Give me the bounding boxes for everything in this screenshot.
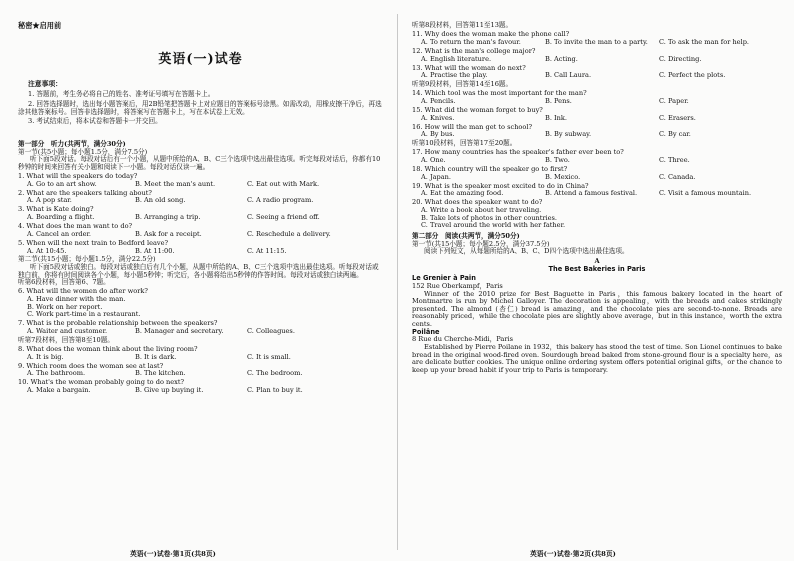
option: C. At 11:15. <box>247 246 287 255</box>
option: C. To ask the man for help. <box>659 37 750 46</box>
option: A. Pencils. <box>421 96 456 105</box>
section-heading: 第一节(共5小题；每小题1.5分，满分7.5分) <box>18 147 148 156</box>
notice-item: 3. 考试结束后，将本试卷和答题卡一并交回。 <box>28 117 162 126</box>
section-instructions: 阅读下列短文，从每题所给的A、B、C、D四个选项中选出最佳选项。 <box>424 247 629 256</box>
option: C. Canada. <box>659 172 696 181</box>
page-footer: 英语(一)试卷·第1页(共8页) <box>130 550 216 559</box>
option: B. Ask for a receipt. <box>135 229 202 238</box>
bakery-description: Established by Pierre Poilane in 1932，this bakery has stood the test of time. Son Lionel continues to bake bread in the original wood-fired oven. Sourdough bread baked from stone-ground flour is a specialty here，as are delicate butter cookies. The unique online ordering system offers potential original gifts，or the chance to keep up your bread habit if your trip to Paris is temporary. <box>412 342 782 374</box>
section-heading: 第一节(共15小题；每小题2.5分，满分37.5分) <box>412 239 550 248</box>
question-block <box>18 173 383 255</box>
bakery-address: 8 Rue du Cherche-Midi，Paris <box>412 335 513 344</box>
page-footer: 英语(一)试卷·第2页(共8页) <box>530 550 616 559</box>
option: C. Seeing a friend off. <box>247 213 320 222</box>
option: A. It is big. <box>27 352 64 361</box>
option: A. Japan. <box>421 172 452 181</box>
part-heading: 第一部分 听力(共两节，满分30分) <box>18 139 126 148</box>
option: B. Pens. <box>545 96 572 105</box>
option: B. Mexico. <box>545 172 581 181</box>
exam-title: 英语(一)试卷 <box>158 52 243 68</box>
section-instructions: 听下面5段对话。每段对话后有一个小题，从题中所给的A、B、C三个选项中选出最佳选项。听完每段对话后，你都有10秒钟的时间来回答有关小题和阅读下一小题。每段对话仅读一遍。 <box>18 155 381 171</box>
option: A. Knives. <box>421 113 455 122</box>
material-label: 听第8段材料，回答第11至13题。 <box>412 21 513 29</box>
option: A. English literature. <box>421 54 492 63</box>
passage-title: The Best Bakeries in Paris <box>548 264 646 273</box>
option: B. It is dark. <box>135 352 177 361</box>
option: A. Waiter and customer. <box>27 327 108 336</box>
option: A. Cancel an order. <box>27 229 92 238</box>
option: B. By subway. <box>545 130 592 139</box>
option: A. At 10:45. <box>27 246 67 255</box>
option: B. Acting. <box>545 54 578 63</box>
question-text: 12. What is the man's college major? <box>412 46 536 55</box>
option: C. By car. <box>659 130 691 139</box>
option: C. A radio program. <box>247 196 314 205</box>
part-heading: 第二部分 阅读(共两节，满分50分) <box>412 232 520 241</box>
option: C. Colleagues. <box>247 327 295 336</box>
question-text: 1. What will the speakers do today? <box>18 171 138 180</box>
question-text: 2. What are the speakers talking about? <box>18 188 152 197</box>
option: C. Travel around the world with her father. <box>421 221 566 230</box>
option: B. Meet the man's aunt. <box>135 179 216 188</box>
option: B. Manager and secretary. <box>135 327 224 336</box>
question-text: 13. What will the woman do next? <box>412 63 526 72</box>
question-text: 3. What is Kate doing? <box>18 205 94 214</box>
option: C. Plan to buy it. <box>247 386 303 395</box>
option: A. One. <box>421 155 446 164</box>
option: A. To return the man's favour. <box>421 37 521 46</box>
notice-heading: 注意事项： <box>28 80 62 89</box>
secret-label: 秘密★启用前 <box>18 21 62 30</box>
option: A. Eat the amazing food. <box>421 189 504 198</box>
option: B. Take lots of photos in other countries. <box>421 213 558 222</box>
option: B. An old song. <box>135 196 186 205</box>
option: A. The bathroom. <box>27 369 86 378</box>
column-divider <box>397 14 398 550</box>
option: A. Have dinner with the man. <box>27 295 126 304</box>
option: A. Boarding a flight. <box>27 213 95 222</box>
option: B. The kitchen. <box>135 369 186 378</box>
bakery-description: Winner of the 2010 prize for Best Baguette in Paris，this famous bakery located in the heart of Montmartre is run by Michel Galloyer. The decoration is appealing，with the breads and cakes strikingly presented. The almond (杏仁) bread is amazing，and the chocolate pies are second-to-none. Breads are reasonably priced，while the chocolate pies are slightly above average，but in this instance，worth the extra cents. <box>412 289 782 329</box>
question-text: 10. What's the woman probably going to do next? <box>18 378 185 387</box>
material-label: 听第9段材料，回答第14至16题。 <box>412 79 513 88</box>
question-text: 20. What does the speaker want to do? <box>412 198 543 207</box>
question-text: 15. What did the woman forget to buy? <box>412 105 543 114</box>
question-text: 11. Why does the woman make the phone call? <box>412 30 570 39</box>
option: B. Give up buying it. <box>135 386 204 395</box>
option: B. Work on her report. <box>27 302 103 311</box>
option: C. Work part-time in a restaurant. <box>27 310 141 319</box>
option: C. Directing. <box>659 54 702 63</box>
material-label: 听第7段材料，回答第8至10题。 <box>18 335 114 344</box>
bakery-name: Poilâne <box>412 327 440 336</box>
option: B. To invite the man to a party. <box>545 37 648 46</box>
option: C. It is small. <box>247 352 291 361</box>
question-text: 14. Which tool was the most important for the man? <box>412 89 587 98</box>
option: B. Call Laura. <box>545 71 592 80</box>
question-text: 16. How will the man get to school? <box>412 122 533 131</box>
right-column <box>400 0 794 561</box>
question-text: 17. How many countries has the speaker's father ever been to? <box>412 148 624 157</box>
option: C. The bedroom. <box>247 369 303 378</box>
question-text: 18. Which country will the speaker go to first? <box>412 164 568 173</box>
option: B. Ink. <box>545 113 567 122</box>
bakery-name: Le Grenier à Pain <box>412 274 476 283</box>
option: C. Eat out with Mark. <box>247 179 320 188</box>
section-instructions: 听下面5段对话或独白。每段对话或独白后有几个小题，从题中所给的A、B、C三个选项中选出最佳选项。听每段对话或独白前，你将有时间阅读各个小题，每小题5秒钟；听完后，各小题将给出5秒钟的作答时间。每段对话或独白读两遍。 <box>18 262 379 279</box>
option: C. Three. <box>659 155 690 164</box>
option: A. A pop star. <box>27 196 72 205</box>
option: C. Erasers. <box>659 113 696 122</box>
option: C. Visit a famous mountain. <box>659 189 752 198</box>
question-text: 5. When will the next train to Bedford leave? <box>18 239 169 248</box>
material-label: 听第6段材料，回答第6、7题。 <box>18 278 110 287</box>
option: B. Attend a famous festival. <box>545 189 638 198</box>
question-text: 19. What is the speaker most excited to do in China? <box>412 181 589 190</box>
material-label: 听第10段材料，回答第17至20题。 <box>412 138 517 147</box>
question-text: 7. What is the probable relationship between the speakers? <box>18 319 218 328</box>
option: C. Reschedule a delivery. <box>247 229 331 238</box>
option: B. Arranging a trip. <box>135 213 201 222</box>
question-text: 6. What will the women do after work? <box>18 287 148 296</box>
option: A. By bus. <box>421 130 455 139</box>
notice-item: 1. 答题前，考生务必将自己的姓名、准考证号填写在答题卡上。 <box>28 90 215 99</box>
option: A. Write a book about her traveling. <box>421 206 542 215</box>
passage-letter: A <box>594 256 600 265</box>
option: C. Perfect the plots. <box>659 71 726 80</box>
section-heading: 第二节(共15小题；每小题1.5分，满分22.5分) <box>18 255 156 264</box>
question-text: 8. What does the woman think about the living room? <box>18 344 198 353</box>
notice-item: 2. 回答选择题时，选出每小题答案后，用2B铅笔把答题卡上对应题目的答案标号涂黑。如需改动，用橡皮擦干净后，再选涂其他答案标号。回答非选择题时，将答案写在答题卡上，写在本试卷上无效。 <box>18 99 382 116</box>
question-text: 9. Which room does the woman see at last? <box>18 361 164 370</box>
option: A. Go to an art show. <box>27 179 97 188</box>
option: B. Two. <box>545 155 570 164</box>
option: A. Practise the play. <box>421 71 488 80</box>
option: B. At 11:00. <box>135 246 175 255</box>
bakery-address: 152 Rue Oberkampf，Paris <box>412 281 503 290</box>
option: A. Make a bargain. <box>27 386 91 395</box>
option: C. Paper. <box>659 96 689 105</box>
notice-block <box>18 81 383 125</box>
question-text: 4. What does the man want to do? <box>18 222 133 231</box>
